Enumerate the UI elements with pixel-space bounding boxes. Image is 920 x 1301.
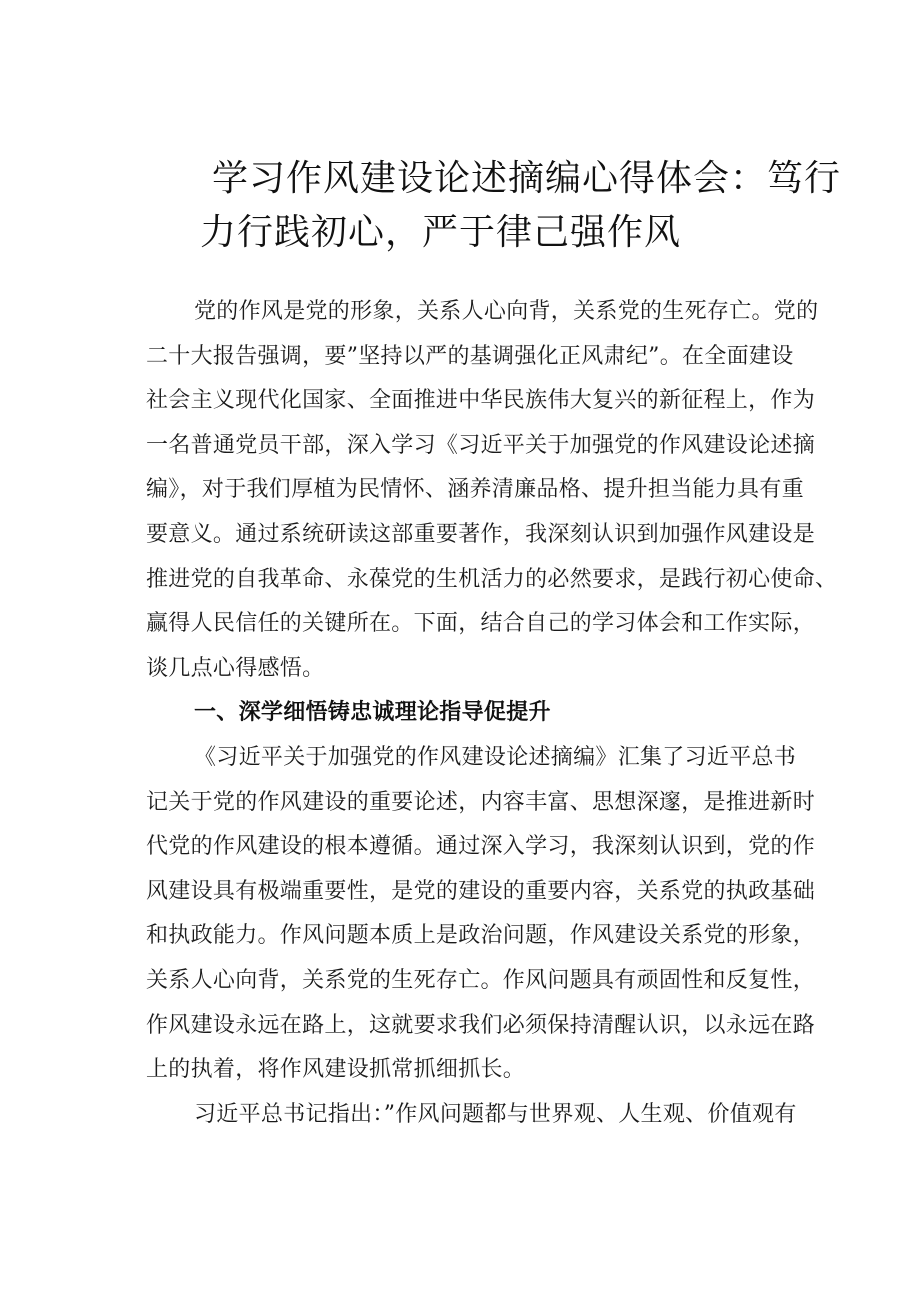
text-line: 风建设具有极端重要性，是党的建设的重要内容，关系党的执政基础 — [146, 878, 816, 904]
text-line: 一名普通党员干部，深入学习《习近平关于加强党的作风建设论述摘 — [146, 432, 816, 458]
text-line: 上的执着，将作风建设抓常抓细抓长。 — [146, 1057, 526, 1083]
paragraph-intro — [146, 290, 838, 691]
title-line: 力行践初心，严于律己强作风 — [200, 212, 682, 253]
text-line: 《习近平关于加强党的作风建设论述摘编》汇集了习近平总书 — [194, 744, 797, 770]
text-line: 编》，对于我们厚植为民情怀、涵养清廉品格、提升担当能力具有重 — [146, 477, 805, 503]
text-line: 党的作风是党的形象，关系人心向背，关系党的生死存亡。党的 — [194, 299, 819, 324]
title-line: 学习作风建设论述摘编心得体会：笃行 — [212, 158, 842, 199]
text-line: 代党的作风建设的根本遵循。通过深入学习，我深刻认识到，党的作 — [146, 834, 816, 860]
text-line: 推进党的自我革命、永葆党的生机活力的必然要求，是践行初心使命、 — [146, 566, 838, 592]
text-line: 赢得人民信任的关键所在。下面，结合自己的学习体会和工作实际， — [146, 611, 816, 637]
paragraph-section-one — [146, 736, 816, 1093]
text-line: 和执政能力。作风问题本质上是政治问题，作风建设关系党的形象， — [146, 923, 816, 949]
section-heading: 一、深学细悟铸忠诚理论指导促提升 — [194, 700, 551, 726]
text-line: 社会主义现代化国家、全面推进中华民族伟大复兴的新征程上，作为 — [146, 388, 816, 414]
text-line: 习近平总书记指出：”作风问题都与世界观、人生观、价值观有 — [194, 1101, 797, 1127]
text-line: 谈几点心得感悟。 — [146, 655, 325, 681]
text-line: 关系人心向背，关系党的生死存亡。作风问题具有顽固性和反复性， — [146, 967, 816, 993]
text-line: 记关于党的作风建设的重要论述，内容丰富、思想深邃，是推进新时 — [146, 789, 816, 815]
document-title — [200, 152, 842, 260]
document-body — [146, 290, 838, 1137]
paragraph-quote — [146, 1093, 806, 1138]
text-line: 二十大报告强调，要”坚持以严的基调强化正风肃纪”。在全面建设 — [146, 343, 794, 369]
text-line: 要意义。通过系统研读这部重要著作，我深刻认识到加强作风建设是 — [146, 521, 816, 547]
text-line: 作风建设永远在路上，这就要求我们必须保持清醒认识，以永远在路 — [146, 1012, 816, 1038]
